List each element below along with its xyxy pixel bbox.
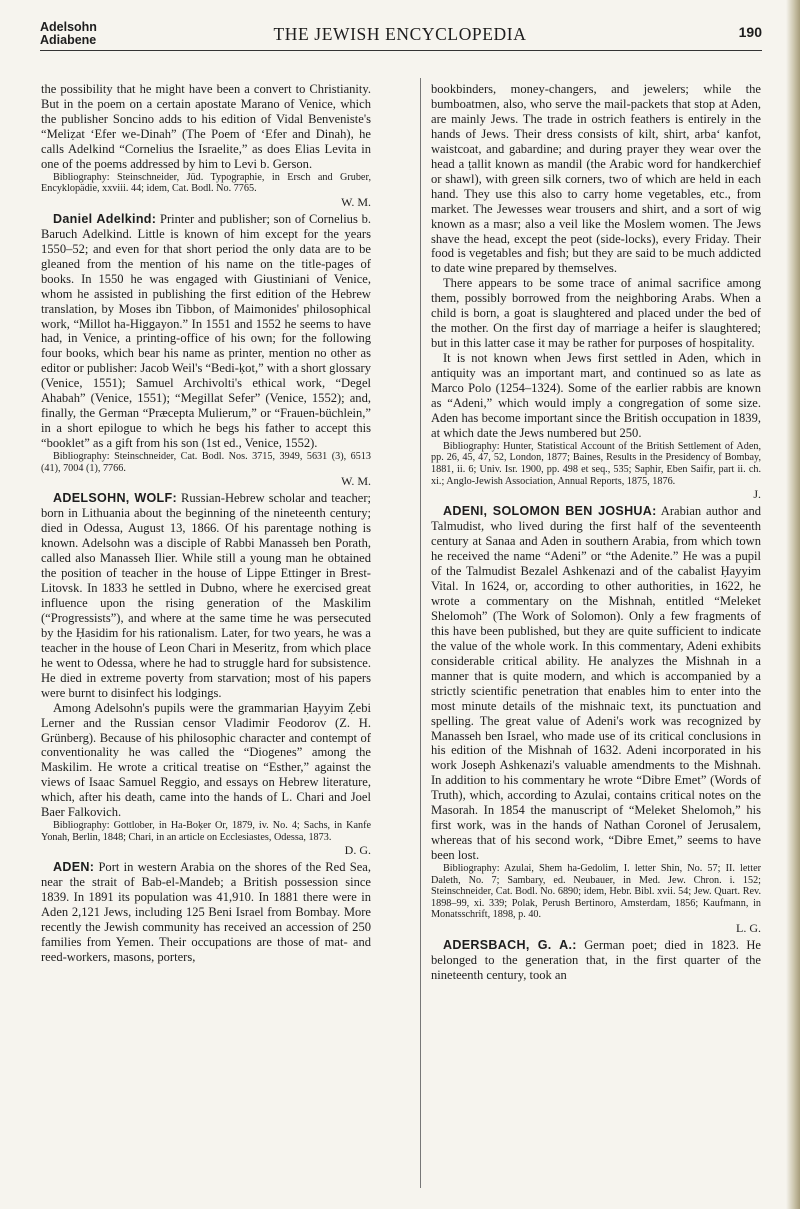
author-signature: W. M. [341, 474, 371, 489]
page-edge-shadow [786, 0, 800, 1209]
bibliography: Bibliography: Steinschneider, Cat. Bodl. Nos. 3715, 3949, 5631 (3), 6513 (41), 7004 (1), 7766. [41, 451, 371, 474]
entry-headword: Daniel Adelkind: [53, 211, 157, 226]
bibliography: Bibliography: Gottlober, in Ha-Boḳer Or, 1879, iv. No. 4; Sachs, in Kanfe Yonah, Berlin, 1848; Chari, in an article on Ecclesiastes, Odessa, 1873. [41, 820, 371, 843]
column-divider [420, 78, 421, 1188]
entry-text: German poet; died in 1823. He belonged to the generation that, in the first quarter of the nineteenth century, took an [431, 938, 761, 982]
left-column [41, 82, 371, 965]
paragraph: It is not known when Jews first settled in Aden, which in antiquity was an important mart, and continued so as late as Marco Polo (1254–1324). Some of the earlier rabbis are known as “Adeni,” which would imply a congregation of some size. Aden has become important since the British occupation in 1839, at which date the Jews numbered but 250. [431, 351, 761, 440]
bibliography: Bibliography: Steinschneider, Jüd. Typographie, in Ersch and Gruber, Encyklopädie, xxviii. 44; idem, Cat. Bodl. No. 7765. [41, 171, 371, 195]
entry-daniel-adelkind [41, 212, 371, 451]
header-rule [40, 50, 762, 51]
entry-adeni-solomon [431, 504, 761, 863]
page-title: THE JEWISH ENCYCLOPEDIA [273, 24, 527, 44]
entry-text: Arabian author and Talmudist, who lived during the first half of the seventeenth century at Sanaa and Aden in southern Arabia, from which town he received the name “Adeni” or “the Adenite.” He was a pupil of the Talmudist Bezalel Ashkenazi and of the cabalist Ḥayyim Vital. In 1624, or, according to other authorities, in 1622, he wrote a commentary on the Mishnah, entitled “Meleket Shelomoh” (The Work of Solomon). Only a few fragments of this have been published, but they are quite sufficient to indicate the value of the whole work. In this commentary, Adeni exhibits considerable critical ability. He analyzes the Mishnah in a manner that is quite modern, and which is accompanied by a strictly scientific penetration that enables him to enter into the most minute details of the mishnaic text, its punctuation and spelling. The great value of Adeni's work was recognized by Manasseh ben Israel, who made use of its critical conclusions in his edition of the Mishnah of 1632. Adeni incorporated in his work Joseph Ashkenazi's valuable amendments to the Mishnah. In addition to his commentary he wrote “Dibre Emet” (Words of Truth), which, according to Azulai, contains critical notes on the Masorah. In 1854 the manuscript of “Meleket Shelomoh,” his first work, was in the hands of Nathan Coronel of Jerusalem, whereas that of his second work, “Dibre Emet,” seems to have been lost. [431, 504, 762, 863]
author-signature: L. G. [736, 921, 761, 936]
entry-text: Port in western Arabia on the shores of the Red Sea, near the strait of Bab-el-Mandeb; a British possession since 1839. In 1891 its population was 41,910. In 1881 there were in Aden 2,121 Jews, including 125 Beni Israel from Bombay. More recently the Jewish community has received an accession of 250 families from Yemen. Their occupations are those of mat- and reed-workers, masons, porters, [41, 860, 371, 965]
author-signature: W. M. [341, 194, 371, 209]
page-number: 190 [738, 24, 762, 40]
entry-text: Printer and publisher; son of Cornelius b. Baruch Adelkind. Little is known of him except for the years 1550–52; and even for that short period the only data are to be gleaned from the mention of his name on the title-pages of books. In 1550 he was engaged with Giustiniani of Venice, whom he assisted in publishing the first edition of the Hebrew translation, by Moses ibn Tibbon, of Maimonides' philosophical work, “Millot ha-Higgayon.” In 1551 and 1552 he seems to have had, in Venice, a printing-office of his own; for the following four books, which bear his name as printer, mention no other as editor or publisher: Jacob Weil's “Bedi-ḳot,” with a short glossary (Venice, 1551); Samuel Archivolti's ethical work, “Degel Ahabah” (Venice, 1551); “Megillat Sefer” (Venice, 1552); and, finally, the German “Præcepta Mulierum,” or “Frauen-büchlein,” in a short epilogue to which he begs his father to accept this “booklet” as a gift from his son (1st ed., Venice, 1552). [41, 211, 371, 451]
bibliography: Bibliography: Azulai, Shem ha-Gedolim, I. letter Shin, No. 57; II. letter Daleth, No. 7; Sambary, ed. Neubauer, in Med. Jew. Chron. i. 152; Steinschneider, Cat. Bodl. No. 6890; idem, Hebr. Bibl. xvii. 54; Jew. Quart. Rev. 1898–99, xi. 339; Polak, Perush Bertinoro, Amsterdam, 1856; Kaufmann, in Monatsschrift, 1898, p. 40. [431, 863, 761, 921]
paragraph: the possibility that he might have been a convert to Christianity. But in the poem on a certain apostate Marano of Venice, which the publisher Soncino adds to his edition of Vidal Benveniste's “Meliẓat ‘Efer we-Dinah” (The Poem of ‘Efer and Dinah), he calls Adelkind “Cornelius the Israelite,” as does Elias Levita in one of the poems addressed by him to Levi b. Gerson. [41, 82, 371, 171]
paragraph: There appears to be some trace of animal sacrifice among them, possibly borrowed from the neighboring Arabs. When a child is born, a goat is slaughtered and placed under the bed of the mother. On the first day of marriage a heifer is slaughtered; but in this latter case it may be rather for purposes of hospitality. [431, 276, 761, 351]
entry-headword: ADEN: [53, 860, 95, 875]
bibliography: Bibliography: Hunter, Statistical Account of the British Settlement of Aden, pp. 26, 45, 47, 52, London, 1877; Baines, Results in the Presidency of Bombay, 1881, ii. 6; Univ. Isr. 1900, pp. 498 et seq., 535; Saphir, Eben Saifir, part ii. ch. xi.; Anglo-Jewish Association, Annual Reports, 1875, 1876. [431, 440, 761, 487]
entry-headword: ADERSBACH, G. A.: [443, 938, 577, 952]
paragraph: Among Adelsohn's pupils were the grammarian Ḥayyim Ẓebi Lerner and the Russian censor Vladimir Feodorov (Z. H. Grünberg). Because of his philosophic character and contempt of conventionality he was called the “Diogenes” among the Maskilim. He wrote a critical treatise on “Esther,” against the views of Isaac Samuel Reggio, and essays on Hebrew literature, which, after his death, came into the hands of L. Chari and Joel Baer Falkovich. [41, 700, 371, 820]
entry-adersbach [431, 938, 761, 983]
right-column [431, 82, 761, 983]
entry-headword: ADENI, SOLOMON BEN JOSHUA: [443, 504, 657, 519]
running-head-last: Adiabene [40, 33, 97, 47]
entry-headword: ADELSOHN, WOLF: [53, 491, 177, 506]
entry-adelsohn-wolf [41, 491, 371, 700]
author-signature: D. G. [344, 843, 371, 858]
author-signature: J. [753, 487, 761, 502]
entry-text: Russian-Hebrew scholar and teacher; born in Lithuania about the beginning of the nineteenth century; died in Odessa, August 13, 1866. Of his parentage nothing is known. Adelsohn was a disciple of Rabbi Manasseh ben Porath, called also Manasseh Ilier. While still a young man he obtained the position of teacher in the house of Lippe Ettinger in Brest-Litovsk. In 1833 he settled in Dubno, where he exercised great influence upon the rising generation of the Maskilim (“Progressists”), and where at the same time he was persecuted by the Ḥasidim for his rationalism. Later, for two years, he was a teacher in the house of Leon Chari in Meseritz, from which place he went to Odessa, where he had to struggle hard for subsistence. He died in extreme poverty from starvation; most of his papers were burnt to disinfect his lodgings. [41, 491, 371, 700]
entry-aden [41, 860, 371, 965]
running-head-first: Adelsohn [40, 20, 97, 34]
paragraph: bookbinders, money-changers, and jewelers; while the bumboatmen, also, who serve the mail-packets that stop at Aden, are mainly Jews. The trade in ostrich feathers is entirely in the hands of Jews. Their dress consists of kilt, shirt, arba‘ kanfot, waistcoat, and gabardine; and during prayer they wear over the head a ṭallit known as mandil (the Arabic word for handkerchief or shawl), with green silk corners, two of which are held in each hand. They use this also to carry home vegetables, etc., from market. The Jewesses wear trousers and shirt, and a sort of wig known as a masr; also a veil like the Moslem women. The Jews shave the head, except the peot (side-locks), every Friday. Their food is vegetables and fish; but they are said to be much addicted to date wine prepared by themselves. [431, 82, 761, 276]
